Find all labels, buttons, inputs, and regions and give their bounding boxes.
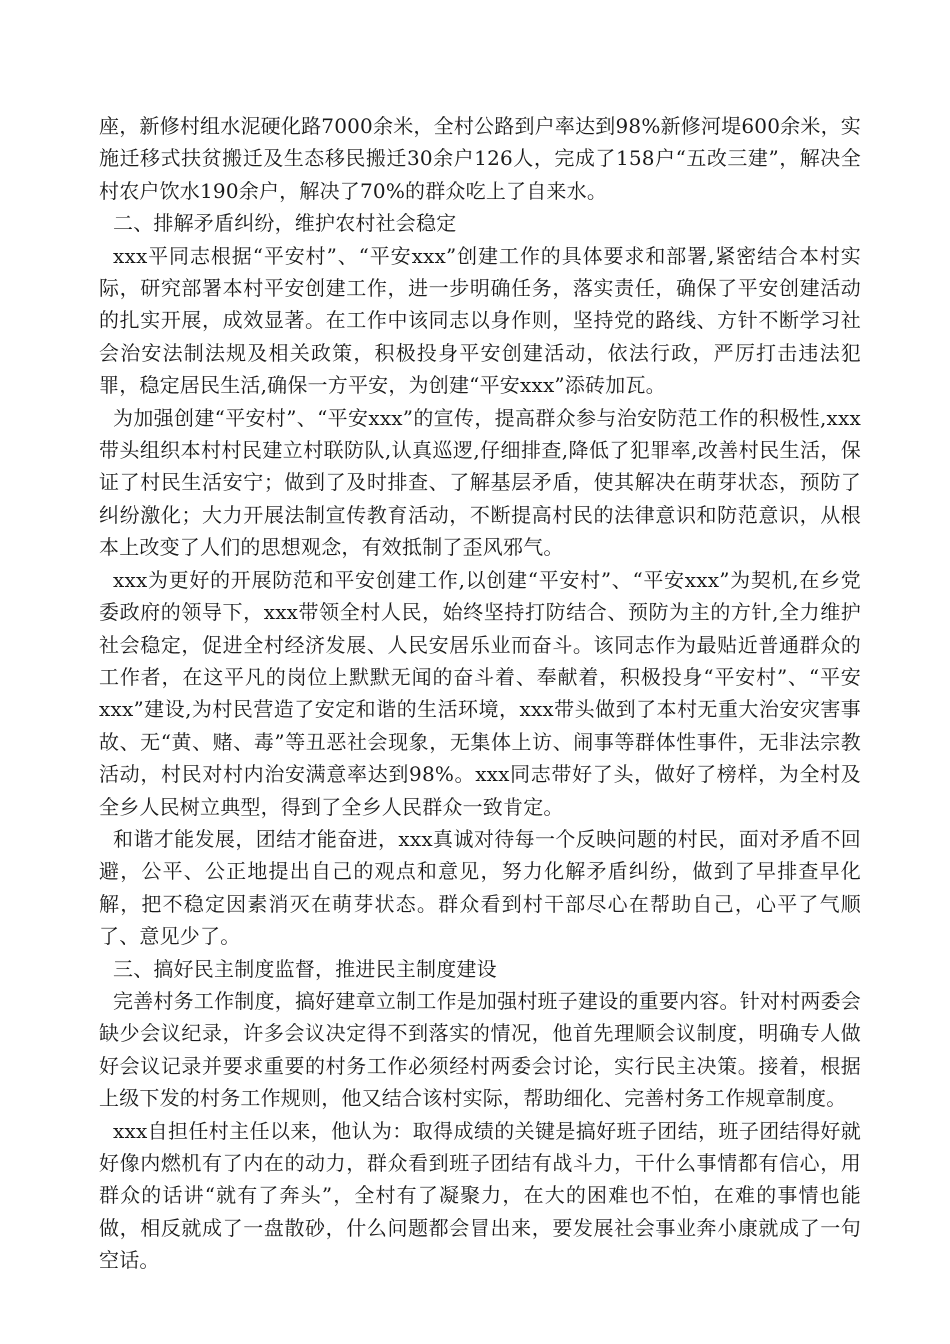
paragraph-2: xxx平同志根据“平安村”、“平安xxx”创建工作的具体要求和部署,紧密结合本村实际，研究部署本村平安创建工作，进一步明确任务，落实责任，确保了平安创建活动的扎实开展，成效显著。在工作中该同志以身作则，坚持党的路线、方针不断学习社会治安法制法规及相关政策，积极投身平安创建活动，依法行政，严厉打击违法犯罪，稳定居民生活,确保一方平安，为创建“平安xxx”添砖加瓦。 xyxy=(99,243,861,398)
section-heading-3: 三、搞好民主制度监督，推进民主制度建设 xyxy=(113,956,497,981)
paragraph-7: xxx自担任村主任以来，他认为：取得成绩的关键是搞好班子团结，班子团结得好就好像内燃机有了内在的动力，群众看到班子团结有战斗力，干什么事情都有信心，用群众的话讲“就有了奔头”，全村有了凝聚力，在大的困难也不怕，在难的事情也能做，相反就成了一盘散砂，什么问题都会冒出来，要发展社会事业奔小康就成了一句空话。 xyxy=(99,1118,861,1273)
paragraph-4: xxx为更好的开展防范和平安创建工作,以创建“平安村”、“平安xxx”为契机,在乡党委政府的领导下，xxx带领全村人民，始终坚持打防结合、预防为主的方针,全力维护社会稳定，促进全村经济发展、人民安居乐业而奋斗。该同志作为最贴近普通群众的工作者，在这平凡的岗位上默默无闻的奋斗着、奉献着，积极投身“平安村”、“平安xxx”建设,为村民营造了安定和谐的生活环境，xxx带头做到了本村无重大治安灾害事故、无“黄、赌、毒”等丑恶社会现象，无集体上访、闹事等群体性事件，无非法宗教活动，村民对村内治安满意率达到98%。xxx同志带好了头，做好了榜样，为全村及全乡人民树立典型，得到了全乡人民群众一致肯定。 xyxy=(99,567,861,819)
section-heading-2: 二、排解矛盾纠纷，维护农村社会稳定 xyxy=(113,211,457,236)
paragraph-5: 和谐才能发展，团结才能奋进，xxx真诚对待每一个反映问题的村民，面对矛盾不回避，公平、公正地提出自己的观点和意见，努力化解矛盾纠纷，做到了早排查早化解，把不稳定因素消灭在萌芽状态。群众看到村干部尽心在帮助自己，心平了气顺了、意见少了。 xyxy=(99,826,861,949)
paragraph-3: 为加强创建“平安村”、“平安xxx”的宣传，提高群众参与治安防范工作的积极性,xxx带头组织本村村民建立村联防队,认真巡逻,仔细排查,降低了犯罪率,改善村民生活，保证了村民生活安宁；做到了及时排查、了解基层矛盾，使其解决在萌芽状态，预防了纠纷激化；大力开展法制宣传教育活动，不断提高村民的法律意识和防范意识，从根本上改变了人们的思想观念，有效抵制了歪风邪气。 xyxy=(99,405,861,560)
document-page xyxy=(99,110,861,1277)
paragraph-6: 完善村务工作制度，搞好建章立制工作是加强村班子建设的重要内容。针对村两委会缺少会议纪录，许多会议决定得不到落实的情况，他首先理顺会议制度，明确专人做好会议记录并要求重要的村务工作必须经村两委会讨论，实行民主决策。接着，根据上级下发的村务工作规则，他又结合该村实际，帮助细化、完善村务工作规章制度。 xyxy=(99,988,861,1111)
paragraph-1: 座，新修村组水泥硬化路7000余米，全村公路到户率达到98%新修河堤600余米，实施迁移式扶贫搬迁及生态移民搬迁30余户126人，完成了158户“五改三建”，解决全村农户饮水190余户，解决了70%的群众吃上了自来水。 xyxy=(99,114,861,203)
